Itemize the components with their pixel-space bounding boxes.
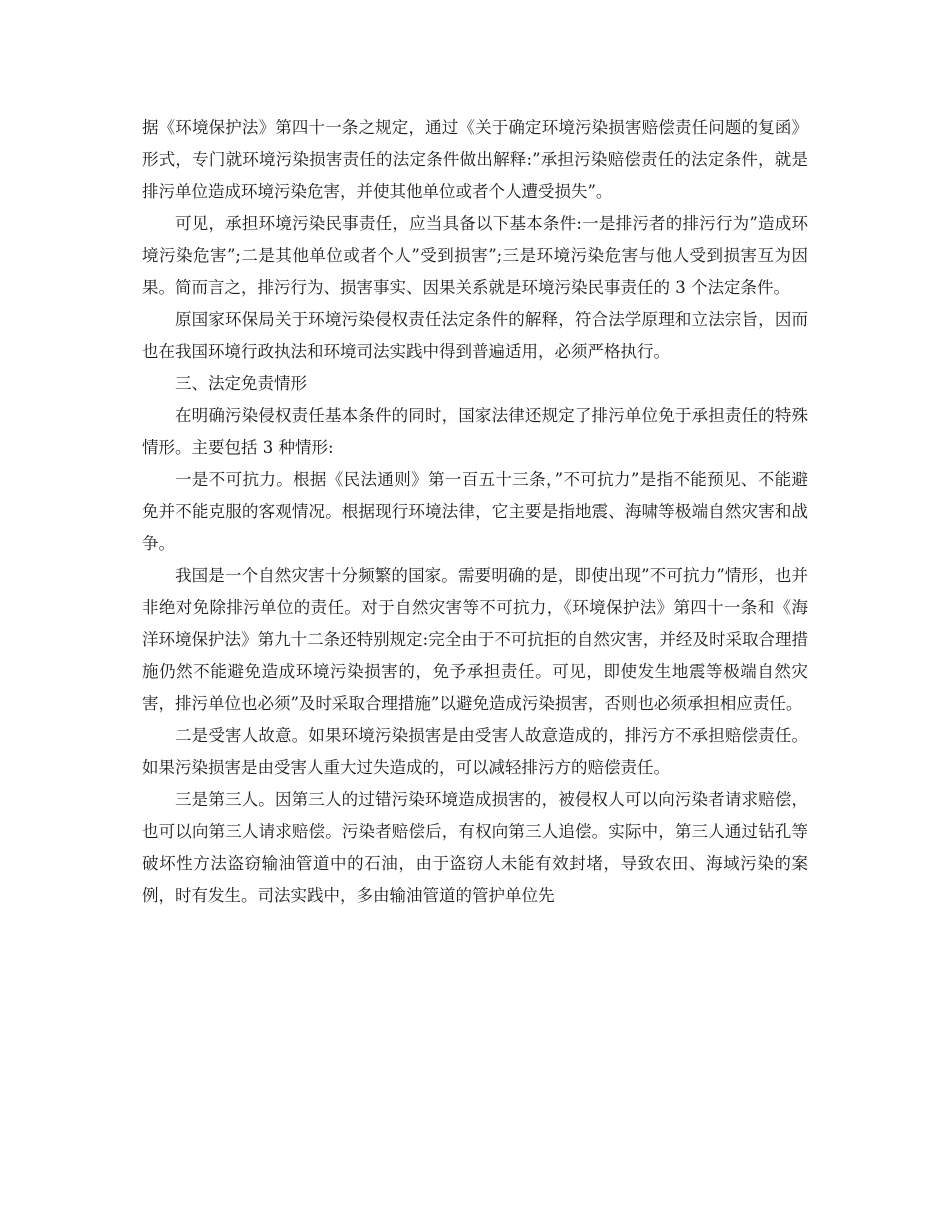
paragraph-6: 一是不可抗力。根据《民法通则》第一百五十三条，”不可抗力”是指不能预见、不能避免并不能克服的客观情况。根据现行环境法律，它主要是指地震、海啸等极端自然灾害和战争。 xyxy=(142,470,808,553)
paragraph-2: 可见，承担环境污染民事责任，应当具备以下基本条件:一是排污者的排污行为”造成环境污染危害”;二是其他单位或者个人”受到损害”;三是环境污染危害与他人受到损害互为因果。简而言之，排污行为、损害事实、因果关系就是环境污染民事责任的 3 个法定条件。 xyxy=(142,214,808,297)
paragraph-7: 我国是一个自然灾害十分频繁的国家。需要明确的是，即使出现”不可抗力”情形，也并非绝对免除排污单位的责任。对于自然灾害等不可抗力，《环境保护法》第四十一条和《海洋环境保护法》第九十二条还特别规定:完全由于不可抗拒的自然灾害，并经及时采取合理措施仍然不能避免造成环境污染损害的，免予承担责任。可见，即使发生地震等极端自然灾害，排污单位也必须”及时采取合理措施”以避免造成污染损害，否则也必须承担相应责任。 xyxy=(142,566,808,713)
paragraph-3: 原国家环保局关于环境污染侵权责任法定条件的解释，符合法学原理和立法宗旨，因而也在我国环境行政执法和环境司法实践中得到普遍适用，必须严格执行。 xyxy=(142,310,808,361)
paragraph-5: 在明确污染侵权责任基本条件的同时，国家法律还规定了排污单位免于承担责任的特殊情形。主要包括 3 种情形: xyxy=(142,406,808,457)
paragraph-9: 三是第三人。因第三人的过错污染环境造成损害的，被侵权人可以向污染者请求赔偿，也可以向第三人请求赔偿。污染者赔偿后，有权向第三人追偿。实际中，第三人通过钻孔等破坏性方法盗窃输油管道中的石油，由于盗窃人未能有效封堵，导致农田、海域污染的案例，时有发生。司法实践中，多由输油管道的管护单位先 xyxy=(142,790,808,905)
paragraph-8: 二是受害人故意。如果环境污染损害是由受害人故意造成的，排污方不承担赔偿责任。如果污染损害是由受害人重大过失造成的，可以减轻排污方的赔偿责任。 xyxy=(142,726,808,777)
paragraph-1: 据《环境保护法》第四十一条之规定，通过《关于确定环境污染损害赔偿责任问题的复函》形式，专门就环境污染损害责任的法定条件做出解释:”承担污染赔偿责任的法定条件，就是排污单位造成环境污染危害，并使其他单位或者个人遭受损失”。 xyxy=(142,118,808,201)
section-heading: 三、法定免责情形 xyxy=(175,374,307,393)
